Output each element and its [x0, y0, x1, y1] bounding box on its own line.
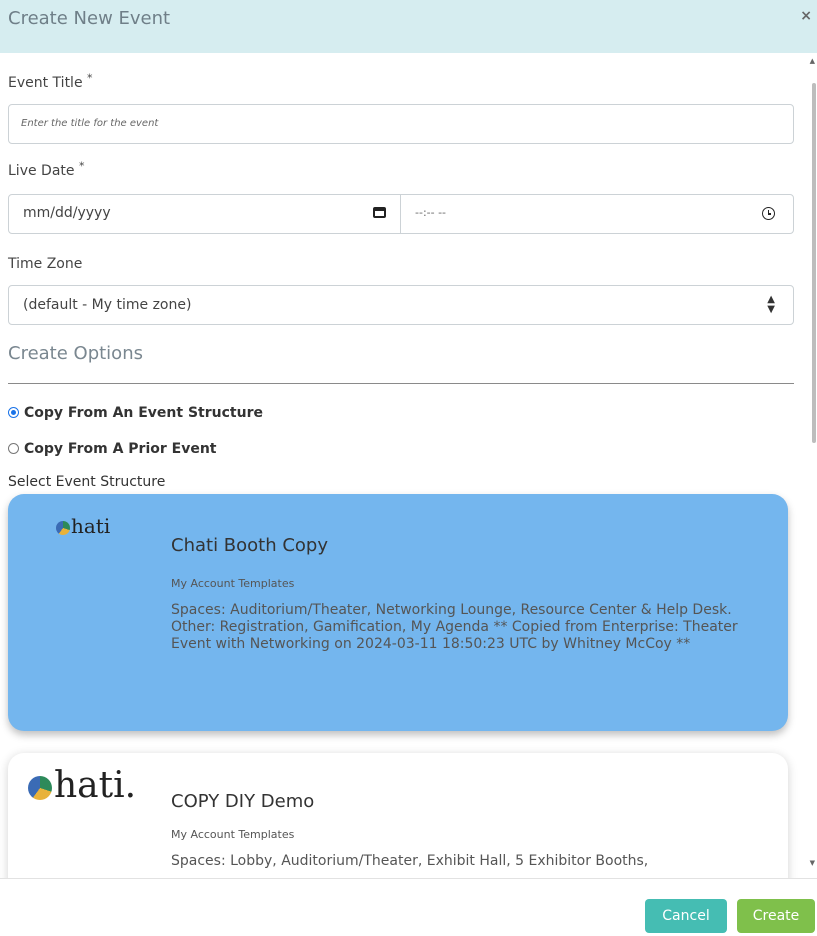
live-date-label-text: Live Date: [8, 163, 75, 179]
required-mark: *: [87, 71, 93, 85]
structure-card[interactable]: [8, 753, 788, 878]
radio-copy-prior-event[interactable]: [8, 441, 216, 457]
radio-label: Copy From A Prior Event: [24, 441, 217, 457]
scroll-thumb[interactable]: [812, 83, 816, 443]
select-arrow-icon: ▲ ▼: [767, 294, 775, 315]
event-title-placeholder: Enter the title for the event: [21, 118, 159, 129]
date-input[interactable]: [9, 195, 401, 233]
chati-logo: [56, 514, 110, 538]
radio-checked-icon[interactable]: [8, 407, 19, 418]
radio-label: Copy From An Event Structure: [24, 405, 263, 421]
structure-source: My Account Templates: [171, 577, 295, 590]
radio-copy-structure[interactable]: [8, 405, 263, 421]
scroll-down-icon[interactable]: ▼: [809, 859, 815, 867]
divider: [8, 383, 794, 384]
chati-logo: [28, 765, 136, 806]
clock-icon[interactable]: [762, 207, 775, 220]
required-mark: *: [78, 159, 85, 173]
time-zone-value: (default - My time zone): [23, 297, 192, 313]
select-structure-label: Select Event Structure: [8, 474, 166, 490]
modal-body: [0, 53, 817, 878]
live-date-row: [8, 194, 794, 234]
event-title-input[interactable]: [8, 104, 794, 144]
logo-text: hati.: [54, 765, 137, 806]
create-button[interactable]: Create: [737, 899, 815, 933]
scroll-up-icon[interactable]: ▲: [809, 57, 815, 65]
structure-card-selected[interactable]: [8, 494, 788, 731]
time-zone-select[interactable]: [8, 285, 794, 325]
structure-description: Spaces: Lobby, Auditorium/Theater, Exhibit Hall, 5 Exhibitor Booths,: [171, 853, 649, 869]
modal-header: [0, 0, 817, 53]
modal-title: Create New Event: [8, 8, 171, 29]
event-title-label: [8, 71, 93, 91]
calendar-icon[interactable]: [373, 207, 386, 218]
chati-logo-mark-icon: [28, 776, 52, 800]
chati-logo-mark-icon: [56, 521, 70, 535]
scrollbar[interactable]: [807, 55, 817, 867]
modal-footer: [0, 878, 817, 936]
close-icon[interactable]: ×: [800, 8, 812, 24]
logo-text: hati: [71, 514, 111, 538]
structure-title: COPY DIY Demo: [171, 791, 315, 812]
radio-unchecked-icon[interactable]: [8, 443, 19, 454]
live-date-label: [8, 159, 85, 179]
date-placeholder: mm/dd/yyyy: [23, 205, 111, 221]
create-options-title: Create Options: [8, 343, 143, 364]
cancel-button[interactable]: Cancel: [645, 899, 727, 933]
event-title-label-text: Event Title: [8, 75, 83, 91]
structure-description: Spaces: Auditorium/Theater, Networking Lounge, Resource Center & Help Desk. Other: Registration, Gamification, My Agenda ** Copied from Enterprise: Theater Event with Networking on 2024-03-11 18:50:23 UTC by Whitney McCoy **: [171, 602, 738, 652]
time-zone-label: Time Zone: [8, 256, 83, 272]
time-input[interactable]: [401, 195, 793, 233]
structure-source: My Account Templates: [171, 828, 295, 841]
structure-title: Chati Booth Copy: [171, 535, 329, 556]
time-placeholder: --:-- --: [415, 206, 447, 219]
